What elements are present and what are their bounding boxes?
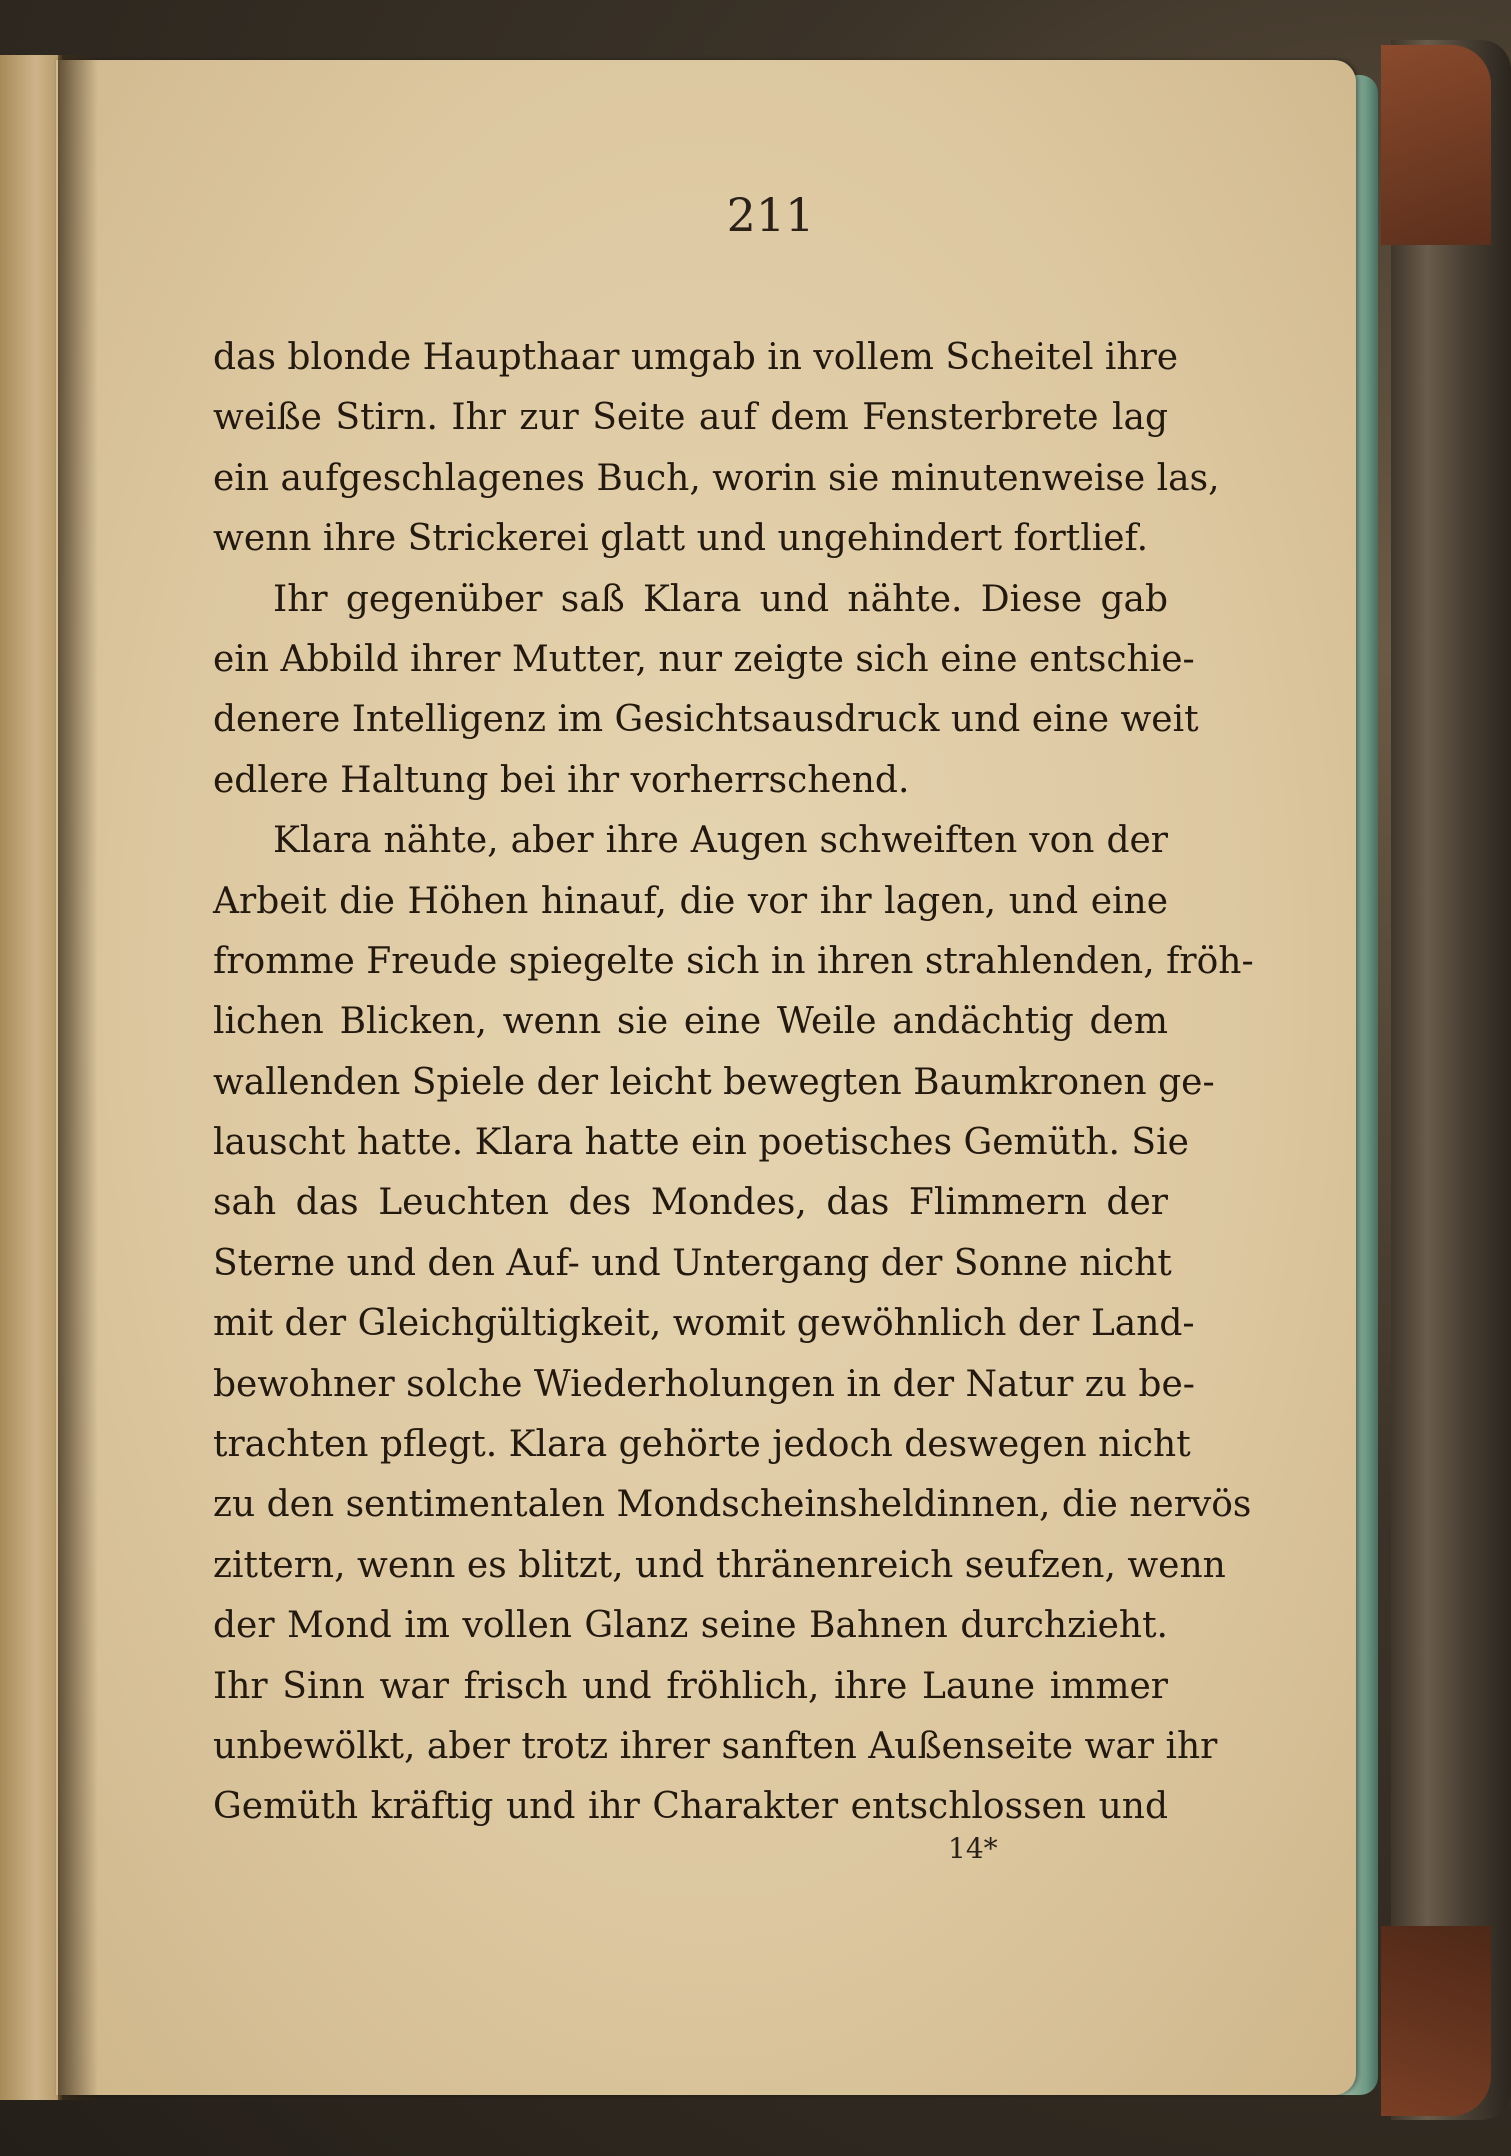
printer-signature-mark: 14* [948,1832,998,1865]
text-line: bewohner solche Wiederholungen in der Natur zu be- [213,1363,1195,1405]
body-text [213,328,1254,1838]
text-line: fromme Freude spiegelte sich in ihren strahlenden, fröh- [213,940,1254,982]
text-line: weiße Stirn. Ihr zur Seite auf dem Fensterbrete lag [213,397,1168,439]
page-gutter-shadow [58,55,98,2100]
text-line: Ihr gegenüber saß Klara und nähte. Diese gab [273,578,1168,620]
text-line: edlere Haltung bei ihr vorherrschend. [213,759,910,801]
text-line: lauscht hatte. Klara hatte ein poetisches Gemüth. Sie [213,1122,1189,1164]
text-line: wenn ihre Strickerei glatt und ungehindert fortlief. [213,518,1149,560]
text-line: zittern, wenn es blitzt, und thränenreich seufzen, wenn [213,1544,1226,1586]
text-line: ein aufgeschlagenes Buch, worin sie minutenweise las, [213,457,1220,499]
text-line: Ihr Sinn war frisch und fröhlich, ihre Laune immer [213,1665,1168,1707]
text-line: zu den sentimentalen Mondscheinsheldinnen, die nervös [213,1484,1252,1526]
text-line: ein Abbild ihrer Mutter, nur zeigte sich eine entschie- [213,638,1195,680]
text-line: lichen Blicken, wenn sie eine Weile andächtig dem [213,1001,1168,1043]
text-line: der Mond im vollen Glanz seine Bahnen durchzieht. [213,1605,1168,1647]
text-line: Sterne und den Auf- und Untergang der Sonne nicht [213,1242,1172,1284]
text-line: Gemüth kräftig und ihr Charakter entschlossen und [213,1786,1168,1828]
page-number [0,188,1511,242]
text-line: Arbeit die Höhen hinauf, die vor ihr lagen, und eine [213,880,1168,922]
text-line: Klara nähte, aber ihre Augen schweiften von der [273,820,1168,862]
text-line: unbewölkt, aber trotz ihrer sanften Außenseite war ihr [213,1725,1218,1767]
text-line: denere Intelligenz im Gesichtsausdruck und eine weit [213,699,1199,741]
text-line: mit der Gleichgültigkeit, womit gewöhnlich der Land- [213,1303,1195,1345]
text-line: sah das Leuchten des Mondes, das Flimmern der [213,1182,1168,1224]
text-line: wallenden Spiele der leicht bewegten Baumkronen ge- [213,1061,1215,1103]
page-number-text: 211 [726,188,815,242]
left-page-edge [0,55,62,2100]
book-spine-edge [1391,40,1511,2120]
leather-corner-bottom [1381,1926,1491,2116]
text-line: trachten pflegt. Klara gehörte jedoch deswegen nicht [213,1424,1191,1466]
text-line: das blonde Haupthaar umgab in vollem Scheitel ihre [213,337,1179,378]
